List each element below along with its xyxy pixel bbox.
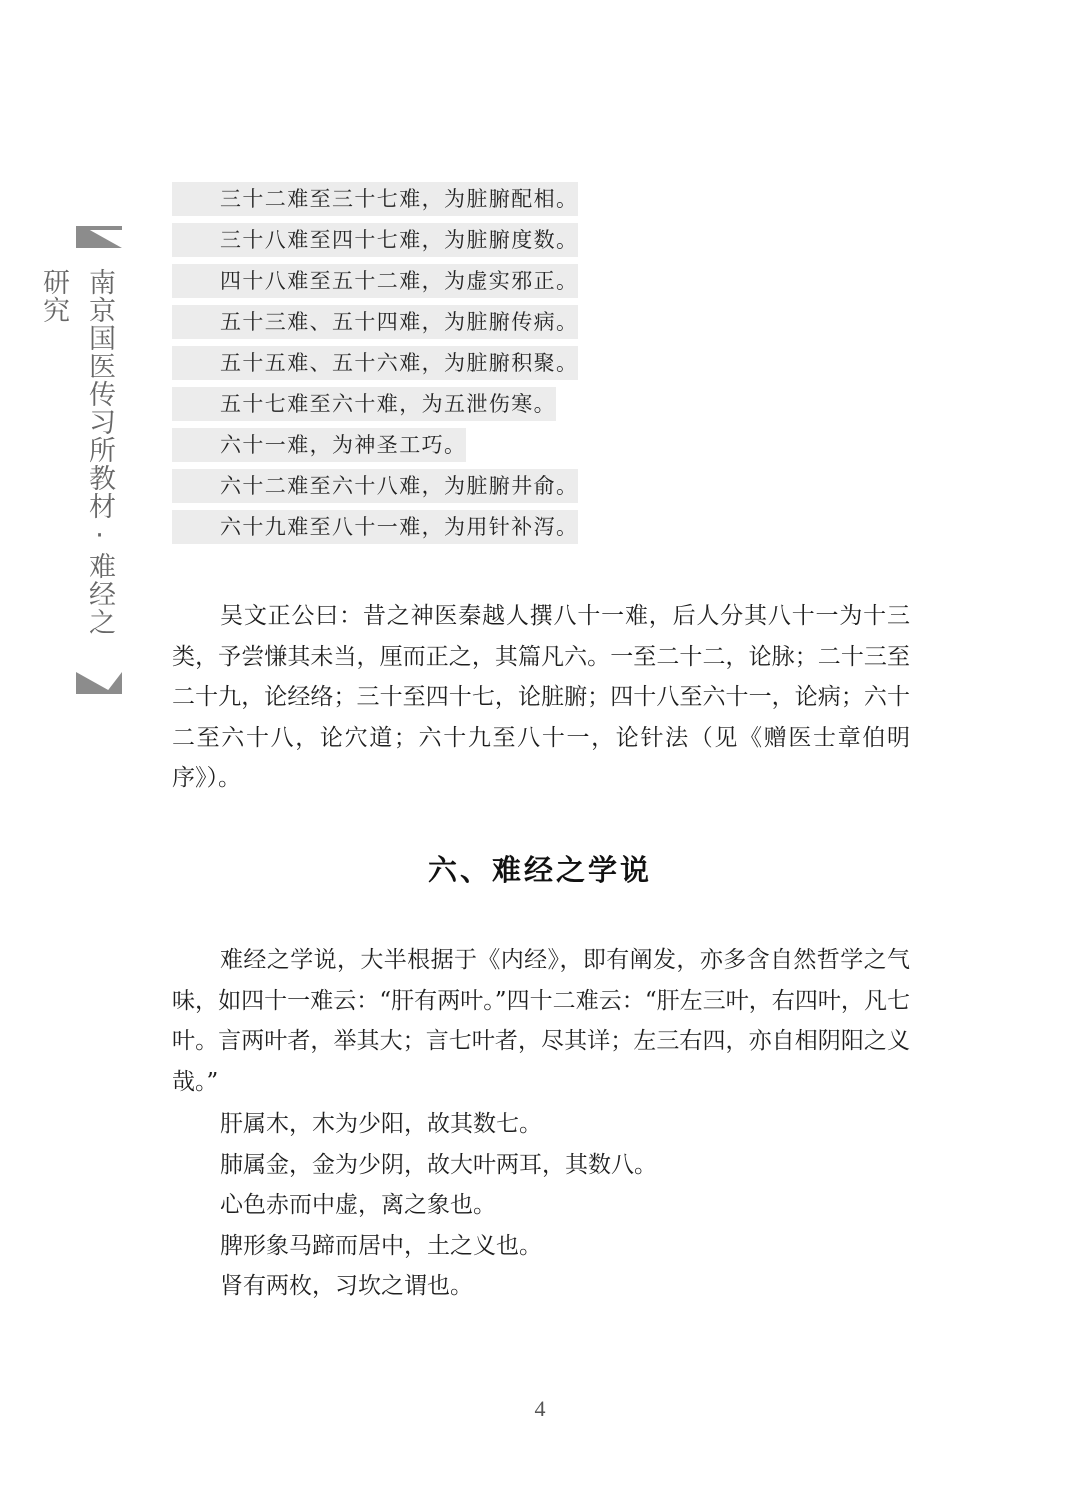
outline-item-text: 五十五难、五十六难，为脏腑积聚。 [172,346,578,380]
body-paragraph-text: 难经之学说，大半根据于《内经》，即有阐发，亦多含自然哲学之气味，如四十一难云：“肝有两叶。”四十二难云：“肝左三叶，右四叶，凡七叶。言两叶者，举其大；言七叶者，尽其详；左三右四，亦自相阴阳之义哉。” [172,947,910,1095]
bookmark-top-ornament [76,226,122,248]
bookmark-bottom-ornament [76,672,122,694]
outline-item-text: 五十三难、五十四难，为脏腑传病。 [172,305,578,339]
organ-line: 肾有两枚，习坎之谓也。 [220,1273,473,1299]
outline-item-text: 六十一难，为神圣工巧。 [172,428,466,462]
outline-item-text: 四十八难至五十二难，为虚实邪正。 [172,264,578,298]
outline-item [172,223,602,257]
outline-item-text: 五十七难至六十难，为五泄伤寒。 [172,387,556,421]
chapter-outline-list [172,182,602,551]
outline-item-text: 六十二难至六十八难，为脏腑井俞。 [172,469,578,503]
quote-paragraph [172,596,910,799]
outline-item [172,510,602,544]
outline-item [172,264,602,298]
outline-item-text: 六十九难至八十一难，为用针补泻。 [172,510,578,544]
organ-line: 脾形象马蹄而居中，土之义也。 [220,1232,542,1259]
outline-item [172,305,602,339]
section-heading: 六、难经之学说 [427,853,652,887]
outline-item [172,182,602,216]
outline-item [172,387,602,421]
outline-item [172,469,602,503]
organ-line: 肺属金，金为少阴，故大叶两耳，其数八。 [220,1151,657,1178]
outline-item [172,346,602,380]
running-title-sidebar [38,226,122,694]
organ-line: 心色赤而中虚，离之象也。 [220,1192,496,1218]
outline-item-text: 三十八难至四十七难，为脏腑度数。 [172,223,578,257]
organ-lines [172,1104,910,1307]
page-number: 4 [534,1396,546,1421]
organ-line: 肝属木，木为少阳，故其数七。 [220,1111,542,1137]
outline-item-text: 三十二难至三十七难，为脏腑配相。 [172,182,578,216]
running-title-text: 南京国医传习所教材·难经之研究 [38,268,115,636]
quote-paragraph-text: 吴文正公曰：昔之神医秦越人撰八十一难，后人分其八十一为十三类，予尝慊其未当，厘而正之，其篇凡六。一至二十二，论脉；二十三至二十九，论经络；三十至四十七，论脏腑；四十八至六十一，论病；六十二至六十八，论穴道；六十九至八十一，论针法（见《赠医士章伯明序》）。 [172,603,910,791]
body-paragraph [172,940,910,1102]
outline-item [172,428,602,462]
